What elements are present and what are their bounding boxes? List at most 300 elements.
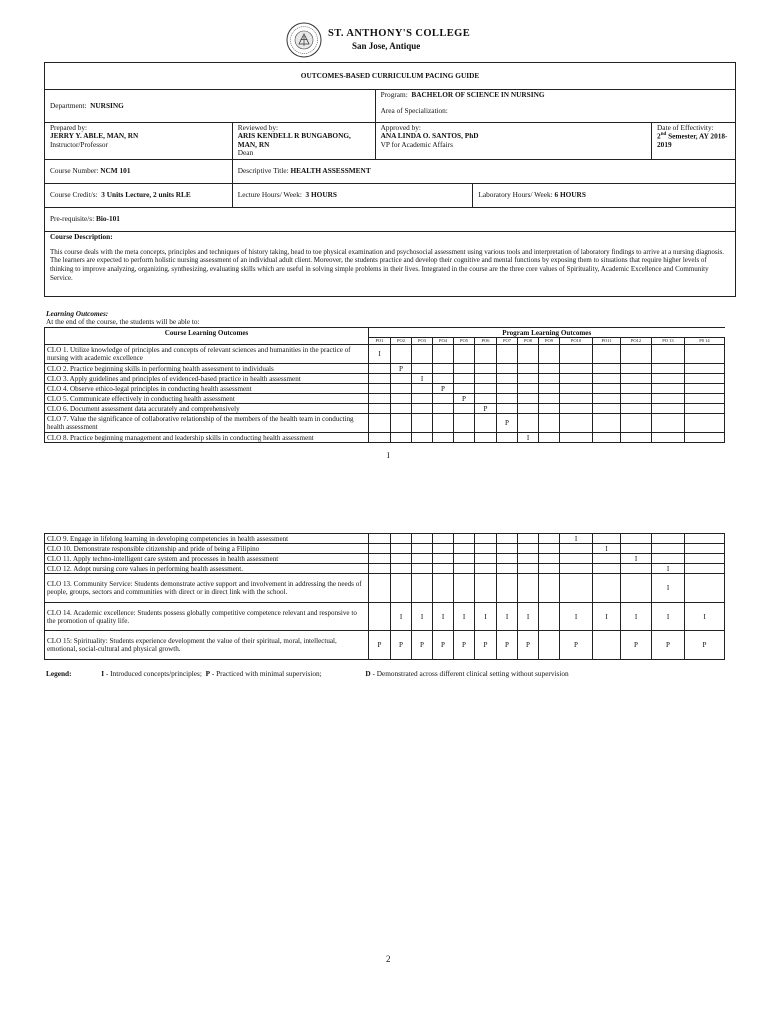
lab-cell <box>473 183 736 207</box>
clo-mark: P <box>652 631 685 660</box>
clo-table-part1 <box>44 327 725 443</box>
clo-mark <box>539 574 560 603</box>
clo-mark <box>369 404 391 414</box>
clo-mark <box>454 554 475 564</box>
clo-mark: I <box>497 603 518 631</box>
college-name: ST. ANTHONY'S COLLEGE <box>328 28 471 39</box>
clo-mark <box>652 374 685 384</box>
clo-mark: P <box>454 394 475 404</box>
clo-text: CLO 9. Engage in lifelong learning in developing competencies in health assessment <box>45 534 369 544</box>
clo-mark <box>412 574 433 603</box>
course-number-value: NCM 101 <box>100 165 131 175</box>
clo-mark: I <box>412 374 433 384</box>
clo-mark <box>391 414 412 433</box>
clo-mark <box>412 345 433 364</box>
clo-mark: I <box>518 603 539 631</box>
clo-mark <box>454 404 475 414</box>
po-label-spacer <box>45 338 369 345</box>
clo-mark <box>497 534 518 544</box>
clo-row <box>45 603 725 631</box>
clo-mark <box>685 345 725 364</box>
clo-header: Course Learning Outcomes <box>45 328 369 338</box>
clo-mark <box>560 384 593 394</box>
clo-mark <box>475 554 497 564</box>
clo-mark <box>433 554 454 564</box>
clo-text: CLO 12. Adopt nursing core values in performing health assessment. <box>45 564 369 574</box>
clo-mark <box>369 574 391 603</box>
clo-mark <box>497 384 518 394</box>
clo-mark <box>560 574 593 603</box>
clo-mark <box>593 345 621 364</box>
po-label: PO7 <box>497 338 518 345</box>
clo-mark <box>621 384 652 394</box>
course-number-label: Course Number: <box>50 165 99 175</box>
clo-mark <box>560 394 593 404</box>
clo-row <box>45 374 725 384</box>
reviewed-role: Dean <box>237 148 254 158</box>
clo-row <box>45 554 725 564</box>
clo-row <box>45 364 725 374</box>
clo-mark <box>621 414 652 433</box>
clo-mark <box>685 554 725 564</box>
clo-mark <box>621 534 652 544</box>
clo-mark <box>391 345 412 364</box>
clo-mark: I <box>518 433 539 443</box>
clo-mark: P <box>475 631 497 660</box>
program-value: BACHELOR OF SCIENCE IN NURSING <box>411 90 545 99</box>
clo-mark <box>560 364 593 374</box>
clo-mark: P <box>433 631 454 660</box>
clo-mark: P <box>369 631 391 660</box>
clo-mark <box>391 534 412 544</box>
po-label: PO4 <box>433 338 454 345</box>
prepared-role: Instructor/Professor <box>50 139 108 149</box>
credits-label: Course Credit/s: <box>50 189 98 199</box>
lab-label: Laboratory Hours/ Week: <box>478 189 553 199</box>
desc-title-cell <box>232 159 735 183</box>
clo-mark <box>454 364 475 374</box>
clo-mark <box>497 345 518 364</box>
clo-mark <box>685 433 725 443</box>
stray-mark: I <box>387 451 390 460</box>
po-label: PO 13 <box>652 338 685 345</box>
clo-mark <box>475 534 497 544</box>
course-number-cell <box>45 159 233 183</box>
lecture-value: 3 HOURS <box>305 189 337 199</box>
clo-mark <box>652 345 685 364</box>
clo-mark <box>539 534 560 544</box>
clo-mark <box>369 394 391 404</box>
clo-row <box>45 433 725 443</box>
clo-mark: P <box>621 631 652 660</box>
clo-mark <box>685 384 725 394</box>
clo-mark <box>454 414 475 433</box>
department-label: Department: <box>50 100 87 110</box>
clo-mark <box>539 603 560 631</box>
clo-mark <box>539 414 560 433</box>
specialization-cell <box>375 106 735 123</box>
clo-mark <box>412 544 433 554</box>
po-label: PO2 <box>391 338 412 345</box>
clo-mark <box>475 564 497 574</box>
clo-mark <box>539 564 560 574</box>
clo-mark <box>433 433 454 443</box>
department-cell <box>45 90 376 123</box>
clo-mark <box>593 374 621 384</box>
clo-text: CLO 14. Academic excellence: Students possess globally competitive competence relevant and responsive to the promotion of quality life. <box>45 603 369 631</box>
clo-mark <box>412 534 433 544</box>
clo-text: CLO 10. Demonstrate responsible citizenship and pride of being a Filipino <box>45 544 369 554</box>
clo-mark <box>518 384 539 394</box>
clo-mark: I <box>652 574 685 603</box>
clo-mark <box>454 384 475 394</box>
clo-mark <box>621 364 652 374</box>
effectivity-sup: nd <box>660 132 667 138</box>
clo-mark <box>391 404 412 414</box>
course-desc-cell <box>45 231 736 296</box>
learning-outcomes-title: Learning Outcomes: <box>46 309 109 318</box>
clo-mark <box>433 574 454 603</box>
clo-mark <box>593 564 621 574</box>
reviewed-label: Reviewed by: <box>237 123 279 132</box>
prepared-label: Prepared by: <box>50 123 88 132</box>
clo-mark <box>391 554 412 564</box>
clo-mark <box>560 345 593 364</box>
clo-mark <box>391 564 412 574</box>
prereq-value: Bio-101 <box>96 213 120 223</box>
clo-mark <box>433 564 454 574</box>
clo-mark <box>369 374 391 384</box>
clo-row <box>45 345 725 364</box>
clo-mark <box>454 345 475 364</box>
clo-mark <box>652 404 685 414</box>
clo-mark <box>369 564 391 574</box>
clo-mark <box>685 364 725 374</box>
legend-d-key: D <box>365 669 371 678</box>
clo-mark: I <box>652 603 685 631</box>
clo-mark: I <box>621 603 652 631</box>
clo-row <box>45 544 725 554</box>
legend-d-text: - Demonstrated across different clinical setting without supervision <box>370 669 569 678</box>
clo-mark <box>412 414 433 433</box>
clo-mark: P <box>685 631 725 660</box>
clo-row <box>45 394 725 404</box>
clo-row <box>45 564 725 574</box>
clo-mark: I <box>412 603 433 631</box>
clo-mark <box>369 554 391 564</box>
effectivity-cell <box>652 123 736 160</box>
clo-mark <box>621 574 652 603</box>
clo-mark <box>652 384 685 394</box>
effectivity-num: 2 <box>657 131 661 141</box>
clo-mark <box>593 414 621 433</box>
clo-mark <box>475 433 497 443</box>
clo-mark <box>652 433 685 443</box>
clo-mark <box>652 394 685 404</box>
clo-mark <box>497 394 518 404</box>
clo-mark: P <box>560 631 593 660</box>
clo-mark <box>369 414 391 433</box>
clo-mark <box>621 404 652 414</box>
clo-mark <box>621 433 652 443</box>
clo-mark <box>497 564 518 574</box>
legend-i-key: I <box>101 669 105 678</box>
clo-mark <box>560 374 593 384</box>
clo-mark: I <box>391 603 412 631</box>
clo-mark <box>593 631 621 660</box>
clo-mark <box>685 394 725 404</box>
clo-mark <box>593 433 621 443</box>
clo-mark <box>454 544 475 554</box>
clo-mark <box>685 374 725 384</box>
clo-mark <box>391 544 412 554</box>
college-location: San Jose, Antique <box>352 41 421 51</box>
clo-mark <box>391 574 412 603</box>
clo-mark <box>475 374 497 384</box>
clo-mark <box>539 394 560 404</box>
clo-mark <box>412 384 433 394</box>
clo-mark <box>685 544 725 554</box>
clo-mark <box>621 374 652 384</box>
clo-mark <box>621 564 652 574</box>
clo-mark <box>518 345 539 364</box>
clo-mark <box>539 404 560 414</box>
lecture-label: Lecture Hours/ Week: <box>237 189 302 199</box>
clo-mark <box>454 374 475 384</box>
clo-mark <box>518 394 539 404</box>
clo-mark <box>412 564 433 574</box>
clo-mark <box>593 534 621 544</box>
po-label: PO6 <box>475 338 497 345</box>
po-label: PO9 <box>539 338 560 345</box>
legend-label: Legend: <box>46 669 72 678</box>
clo-mark <box>391 374 412 384</box>
clo-mark: P <box>497 414 518 433</box>
clo-mark <box>593 394 621 404</box>
clo-mark: P <box>433 384 454 394</box>
clo-mark <box>539 554 560 564</box>
clo-mark <box>412 554 433 564</box>
clo-mark <box>652 414 685 433</box>
clo-mark <box>433 374 454 384</box>
clo-mark <box>593 404 621 414</box>
clo-mark <box>369 534 391 544</box>
clo-mark <box>518 564 539 574</box>
reviewed-name: ARIS KENDELL R BUNGABONG, MAN, RN <box>237 131 351 149</box>
clo-mark <box>497 374 518 384</box>
clo-mark <box>454 564 475 574</box>
clo-text: CLO 7. Value the significance of collaborative relationship of the members of the health team in conducting health assessment <box>45 414 369 433</box>
specialization-label: Area of Specialization: <box>380 106 448 115</box>
clo-mark <box>412 364 433 374</box>
clo-mark <box>369 603 391 631</box>
clo-row <box>45 414 725 433</box>
clo-mark <box>454 433 475 443</box>
clo-mark <box>497 364 518 374</box>
po-label: PO12 <box>621 338 652 345</box>
po-label: PO1 <box>369 338 391 345</box>
clo-mark <box>685 534 725 544</box>
clo-mark <box>560 554 593 564</box>
clo-mark: I <box>593 603 621 631</box>
clo-text: CLO 5. Communicate effectively in conducting health assessment <box>45 394 369 404</box>
learning-outcomes-subtitle: At the end of the course, the students will be able to: <box>46 317 200 326</box>
clo-mark <box>433 544 454 554</box>
po-label: PO5 <box>454 338 475 345</box>
legend-i-text: - Introduced concepts/principles; <box>104 669 202 678</box>
clo-mark <box>539 384 560 394</box>
clo-mark <box>391 384 412 394</box>
clo-mark <box>652 554 685 564</box>
clo-mark <box>433 404 454 414</box>
clo-mark <box>518 404 539 414</box>
prereq-cell <box>45 207 736 231</box>
clo-text: CLO 4. Observe ethico-legal principles in conducting health assessment <box>45 384 369 394</box>
clo-row <box>45 384 725 394</box>
clo-mark <box>560 544 593 554</box>
doc-title: OUTCOMES-BASED CURRICULUM PACING GUIDE <box>45 63 736 90</box>
clo-mark: I <box>621 554 652 564</box>
clo-mark <box>475 394 497 404</box>
clo-mark <box>652 544 685 554</box>
clo-text: CLO 1. Utilize knowledge of principles and concepts of relevant sciences and humanities in the practice of nursing with academic excellence <box>45 345 369 364</box>
page-number: 2 <box>386 954 391 964</box>
clo-mark <box>369 544 391 554</box>
legend-p-text: - Practiced with minimal supervision; <box>210 669 322 678</box>
clo-mark <box>475 384 497 394</box>
clo-mark <box>593 364 621 374</box>
clo-mark: I <box>475 603 497 631</box>
approved-name: ANA LINDA O. SANTOS, PhD <box>380 131 479 141</box>
clo-mark: I <box>454 603 475 631</box>
clo-table-part2 <box>44 533 725 660</box>
clo-mark <box>497 554 518 564</box>
po-label: PO8 <box>518 338 539 345</box>
po-label: P0 14 <box>685 338 725 345</box>
legend <box>46 669 569 678</box>
clo-mark: P <box>475 404 497 414</box>
clo-mark <box>518 554 539 564</box>
approved-label: Approved by: <box>380 123 421 132</box>
reviewed-cell <box>232 123 375 160</box>
program-label: Program: <box>380 90 408 99</box>
clo-mark <box>454 574 475 603</box>
clo-mark <box>685 404 725 414</box>
prepared-cell <box>45 123 233 160</box>
plo-header: Program Learning Outcomes <box>369 328 725 338</box>
clo-mark <box>433 414 454 433</box>
clo-mark <box>560 404 593 414</box>
clo-mark <box>497 404 518 414</box>
prepared-name: JERRY Y. ABLE, MAN, RN <box>50 131 139 141</box>
clo-row <box>45 404 725 414</box>
clo-text: CLO 8. Practice beginning management and leadership skills in conducting health assessment <box>45 433 369 443</box>
clo-mark <box>391 433 412 443</box>
lab-value: 6 HOURS <box>554 189 586 199</box>
clo-mark <box>621 394 652 404</box>
clo-mark <box>518 414 539 433</box>
course-desc-text: This course deals with the meta concepts, principles and techniques of history taking, head to toe physical examination and psychosocial assessment using various tools and interpretation of laboratory findings to arrive at a nursing diagnosis. The learners are expected to perform holistic nursing assessment of an individual adult client. Moreover, the students practice and develop their cognitive and mental functions by exposing them to situations that require higher levels of thinking to improve analyzing, organizing, synthesizing, evaluating skills which are useful in solving simple problems in their lives. Integrated in the course are the three core values of Spirituality, Academic Excellence and Community Service. <box>50 247 724 282</box>
clo-mark <box>475 414 497 433</box>
clo-mark <box>539 631 560 660</box>
clo-mark <box>539 364 560 374</box>
clo-mark <box>369 384 391 394</box>
credits-value: 3 Units Lecture, 2 units RLE <box>101 189 191 199</box>
clo-text: CLO 3. Apply guidelines and principles of evidenced-based practice in health assessment <box>45 374 369 384</box>
clo-mark <box>685 414 725 433</box>
clo-row <box>45 574 725 603</box>
course-desc-label: Course Description: <box>50 231 113 241</box>
clo-mark <box>391 394 412 404</box>
clo-mark: I <box>560 603 593 631</box>
program-cell <box>375 90 735 107</box>
effectivity-label: Date of Effectivity: <box>657 123 714 132</box>
clo-text: CLO 11. Apply techno-intelligent care system and processes in health assessment <box>45 554 369 564</box>
clo-mark <box>475 574 497 603</box>
clo-mark <box>497 544 518 554</box>
clo-mark <box>539 433 560 443</box>
po-label: PO10 <box>560 338 593 345</box>
clo-mark <box>685 564 725 574</box>
po-label: PO11 <box>593 338 621 345</box>
desc-title-label: Descriptive Title: <box>237 165 289 175</box>
clo-mark <box>369 364 391 374</box>
clo-mark <box>433 394 454 404</box>
clo-mark <box>560 433 593 443</box>
clo-mark <box>454 534 475 544</box>
clo-mark: P <box>454 631 475 660</box>
clo-text: CLO 6. Document assessment data accurately and comprehensively <box>45 404 369 414</box>
clo-row <box>45 534 725 544</box>
effectivity-rest: Semester, AY 2018-2019 <box>657 131 728 150</box>
clo-mark <box>433 364 454 374</box>
clo-mark: P <box>391 631 412 660</box>
clo-mark: P <box>391 364 412 374</box>
clo-mark <box>560 414 593 433</box>
lecture-cell <box>232 183 473 207</box>
clo-mark <box>652 534 685 544</box>
clo-mark <box>518 364 539 374</box>
approved-cell <box>375 123 651 160</box>
approved-role: VP for Academic Affairs <box>380 139 453 149</box>
clo-mark: P <box>518 631 539 660</box>
clo-mark: P <box>412 631 433 660</box>
clo-row <box>45 631 725 660</box>
clo-mark <box>539 374 560 384</box>
clo-mark <box>433 345 454 364</box>
course-info-table <box>44 62 736 297</box>
clo-mark: I <box>369 345 391 364</box>
clo-text: CLO 13. Community Service: Students demonstrate active support and involvement in addressing the needs of people, groups, sectors and communities with direct or in direct link with the school. <box>45 574 369 603</box>
clo-mark <box>593 574 621 603</box>
clo-mark <box>412 394 433 404</box>
clo-mark <box>621 544 652 554</box>
clo-mark <box>518 574 539 603</box>
clo-mark <box>412 433 433 443</box>
clo-mark: I <box>652 564 685 574</box>
clo-mark: I <box>560 534 593 544</box>
legend-p-key: P <box>205 669 211 678</box>
po-label: PO3 <box>412 338 433 345</box>
clo-mark <box>518 544 539 554</box>
college-seal-icon <box>286 22 322 58</box>
clo-mark: I <box>593 544 621 554</box>
clo-mark <box>539 345 560 364</box>
department-value: NURSING <box>90 100 124 110</box>
clo-mark <box>685 574 725 603</box>
clo-mark <box>593 384 621 394</box>
clo-mark <box>369 433 391 443</box>
